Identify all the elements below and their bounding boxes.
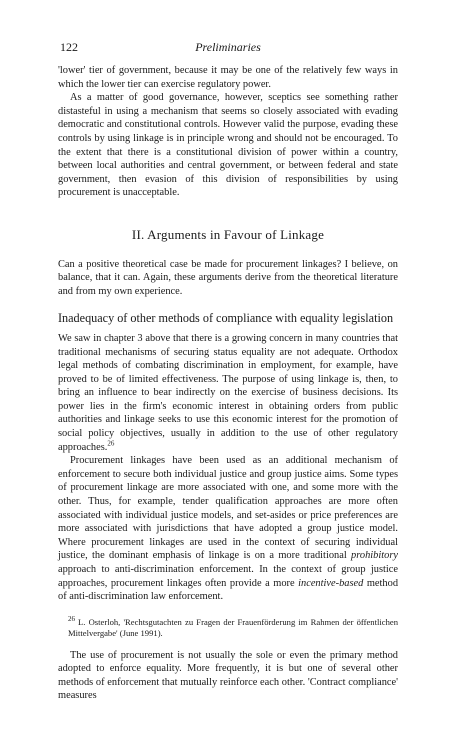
paragraph-1: 'lower' tier of government, because it may be one of the relatively few ways in which the lower tier can exercise regulatory power. [58, 65, 398, 90]
emphasis-incentive-based: incentive-based [298, 577, 364, 589]
footnote-text: L. Osterloh, 'Rechtsgutachten zu Fragen der Frauenförderung im Rahmen der öffentlichen Mittelvergabe' (June 1991). [68, 616, 398, 638]
paragraph-6: The use of procurement is not usually the sole or even the primary method adopted to enforce equality. More frequently, it is but one of several other methods of enforcement that mutually reinforce each other. 'Contract compliance' measures [58, 649, 398, 702]
paragraph-5 [58, 454, 398, 604]
paragraph-4-text: We saw in chapter 3 above that there is a growing concern in many countries that traditional mechanisms of securing status equality are not adequate. Orthodox legal methods of combating discrimination in employment, for example, have proved to be of limited effectiveness. The purpose of using linkage is, then, to bring an influence to bear indirectly on the exercise of business decisions. Its power lies in the firm's economic interest in obtaining orders from public authorities and linkage seeks to use this economic interest for the promotion of social policy objectives, usually in addition to the use of other regulatory approaches. [58, 332, 398, 453]
subheading: Inadequacy of other methods of compliance with equality legislation [58, 311, 394, 326]
paragraph-2: As a matter of good governance, however, sceptics see something rather distasteful in using a mechanism that seems so closely associated with evading democratic and constitutional controls. However valid the purpose, evading these controls by using linkage is in principle wrong and should not be encouraged. To the extent that there is a constitutional division of power within a country, between local authorities and central government, or between federal and state government, then evasion of this division of responsibilities by using procurement is unacceptable. [58, 92, 398, 199]
footnote-number: 26 [68, 614, 75, 623]
emphasis-prohibitory: prohibitory [351, 550, 398, 562]
page-number: 122 [60, 40, 78, 54]
paragraph-3: Can a positive theoretical case be made for procurement linkages? I believe, on balance, that it can. Again, these arguments derive from the theoretical literature and from my own experience. [58, 258, 398, 297]
running-head: Preliminaries [195, 40, 261, 54]
paragraph-5-part-e: method of anti-discrimination law enforcement. [58, 577, 399, 603]
footnote [68, 614, 398, 639]
section-heading: II. Arguments in Favour of Linkage [131, 226, 325, 242]
footnote-reference: 26 [107, 439, 115, 448]
paragraph-4 [58, 332, 398, 454]
page-body [58, 64, 398, 703]
paragraph-5-part-a: Procurement linkages have been used as an additional mechanism of enforcement to secure both individual justice and group justice aims. Some types of procurement linkage are more associated with one, and some more with the other. Thus, for example, tender qualification approaches are more often associated with individual justice models, and set-asides or price preferences are more associated with jurisdictions that have adopted a group justice model. Where procurement linkages are used in the context of securing individual justice, the dominant emphasis of linkage is on a more traditional [58, 455, 398, 562]
paragraph-5-part-c: approach to anti-discrimination enforcement. In the context of group justice approaches, procurement linkages often provide a more [58, 564, 398, 589]
